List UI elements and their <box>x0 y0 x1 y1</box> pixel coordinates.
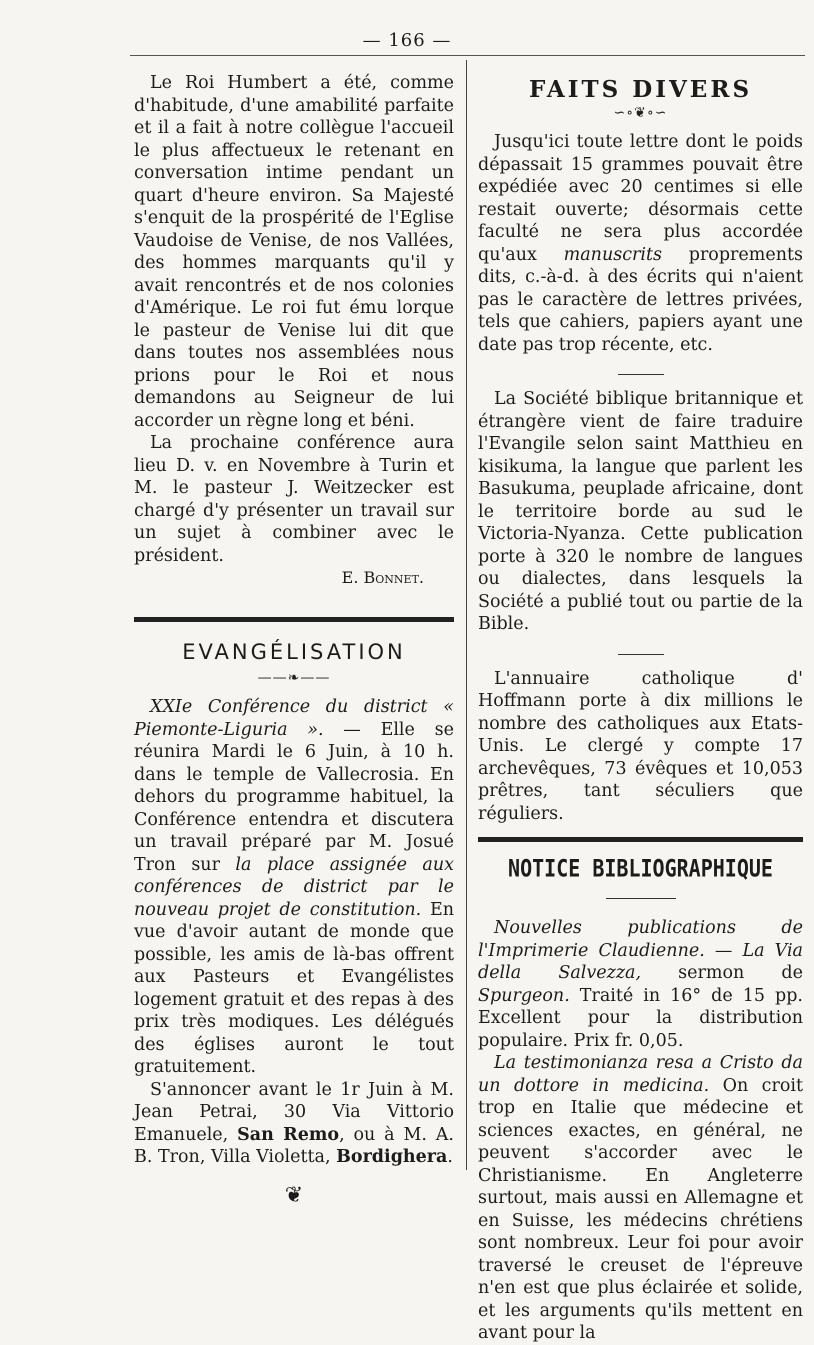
small-divider <box>478 644 803 658</box>
paragraph-letters <box>478 131 803 356</box>
text: , ou à M. A. B. Tron, Villa Violetta, <box>134 1124 454 1167</box>
ornament-icon: ❦ <box>284 1182 304 1208</box>
section-title-faits-divers: FAITS DIVERS <box>528 76 753 103</box>
section-rule <box>478 837 803 842</box>
small-divider <box>478 364 803 378</box>
header-rule <box>130 55 805 56</box>
section-title-notice: NOTICE BIBLIOGRAPHIQUE <box>508 853 773 883</box>
paragraph-king-humbert: Le Roi Humbert a été, comme d'habitude, d'une amabilité parfaite et il a fait à notre collègue l'accueil le plus affectueux le retenant en conversation intime pendant un quart d'heure environ. Sa Majesté s'enquit de la prospérité de l'Eglise Vaudoise de Venise, de nos Vallées, des hommes marquants qu'il y avait rencontrés et de nos colonies d'Amérique. Le roi fut ému lorque le pasteur de Venise lui dit que dans toutes nos assemblées nous prions pour le Roi et nous demandons au Seigneur de lui accorder un règne long et béni. <box>134 73 454 431</box>
text: Jusqu'ici toute lettre dont le poids dépassait 15 grammes pouvait être expédiée avec 20 centimes si elle restait ouverte; désormais cette faculté ne sera plus accordée qu'aux <box>478 132 803 265</box>
text: — <box>704 940 743 961</box>
right-column <box>478 72 803 1345</box>
text: proprements dits, c.-à-d. à des écrits qui n'aient pas le caractère de lettres privées, tels que cahiers, papiers ayant une date pas trop récente, etc. <box>478 244 804 355</box>
conference-title: XXIe Conférence du district « Piemonte-Liguria ». <box>134 697 454 740</box>
paragraph-registration <box>134 1079 454 1169</box>
place-bordighera: Bordighera <box>336 1147 448 1167</box>
ornament-divider: ——❧—— <box>257 670 331 686</box>
italic-text: Spurgeon. <box>478 985 570 1006</box>
signature: E. Bonnet. <box>341 568 424 587</box>
left-column <box>134 72 454 1208</box>
paragraph-conference: La prochaine conférence aura lieu D. v. en Novembre à Turin et M. le pasteur J. Weitzecker est chargé d'y présenter un travail sur un sujet à combiner avec le président. <box>134 433 454 566</box>
text: S'annoncer avant le 1r Juin à M. Jean Petrai, 30 Via Vittorio Emanuele, <box>134 1079 454 1145</box>
text: . <box>447 1147 453 1167</box>
text: sermon de <box>641 963 803 983</box>
section-title-evangelisation: EVANGÉLISATION <box>182 640 406 664</box>
paragraph-bible-society: La Société biblique britannique et étrangère vient de faire traduire l'Evangile selon saint Matthieu en kisikuma, la langue que parlent les Basukuma, peuplade africaine, dont le territoire borde au sud le Victoria-Nyanza. Cette publication porte à 320 le nombre de langues ou dialectes, dans lesquels la Société a publié tout ou partie de la Bible. <box>478 389 803 634</box>
paragraph-testimonianza <box>478 1052 803 1345</box>
column-divider <box>466 60 467 1170</box>
paragraph-district-conference <box>134 696 454 1079</box>
italic-text: manuscrits <box>563 244 662 265</box>
italic-text: La testimonianza resa a Cristo da un dottore in medicina. <box>478 1053 803 1096</box>
squiggle-divider <box>478 884 803 903</box>
text: — Elle se réunira Mardi le 6 Juin, à 10 h. dans le temple de Vallecrosia. En dehors du programme habituel, la Conférence entendra et discutera un travail préparé par M. Josué Tron sur <box>134 719 454 875</box>
text: En vue d'avoir autant de monde que possible, les amis de là-bas offrent aux Pasteurs et Evangélistes logement gratuit et des repas à des prix très modiques. Les délégués des églises auront le tout gratuitement. <box>134 899 454 1077</box>
ornament-divider: ∽∘❦∘∽ <box>613 105 668 121</box>
italic-text: la place assignée aux conférences de district par le nouveau projet de constitution. <box>134 854 454 920</box>
page-number: — 166 — <box>362 30 452 51</box>
text: Traité in 16° de 15 pp. Excellent pour la distribution populaire. Prix fr. 0,05. <box>478 985 803 1051</box>
italic-text: Nouvelles publications de l'Imprimerie Claudienne. <box>478 918 803 961</box>
text: On croit trop en Italie que médecine et sciences exactes, en général, ne peuvent s'accorder avec le Christianisme. En Angleterre surtout, mais aussi en Allemagne et en Suisse, les médecins chrétiens sont nombreux. Leur foi pour avoir traversé le creuset de l'épreuve n'en est que plus éclairée et solide, et les arguments qu'ils mettent en avant pour la <box>478 1075 803 1343</box>
place-san-remo: San Remo <box>237 1124 340 1145</box>
italic-text: La Via della Salvezza, <box>478 940 803 983</box>
paragraph-catholic-annual: L'annuaire catholique d' Hoffmann porte à dix millions le nombre des catholiques aux Etats-Unis. Le clergé y compte 17 archevêques, 73 évêques et 10,053 prêtres, tant séculiers que réguliers. <box>478 668 803 824</box>
paragraph-publications <box>478 917 803 1052</box>
section-rule <box>134 617 454 622</box>
